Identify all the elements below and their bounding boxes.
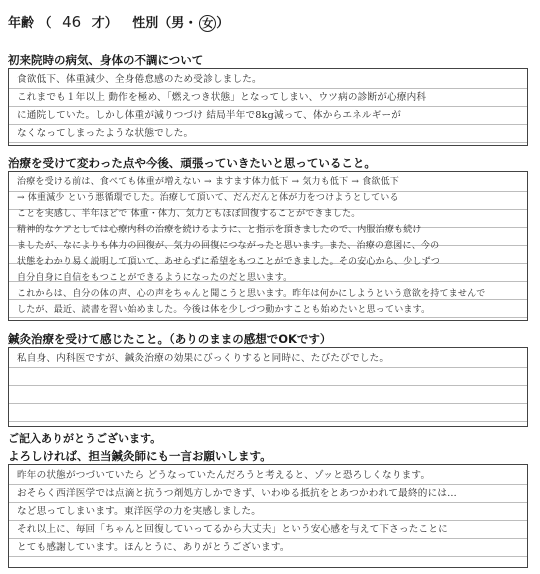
section2-line: 精神的なケアとしては心療内科の治療を続けるように、と指示を頂きましたので、内服治療も続け (17, 225, 422, 235)
section2-line: 自分自身に自信をもつことができるようになったのだと思います。 (17, 273, 293, 283)
section1-box (8, 68, 528, 146)
section4-line: とても感謝しています。ほんとうに、ありがとうございます。 (17, 542, 290, 553)
section1-line: 食欲低下、体重減少、全身倦怠感のため受診しました。 (17, 74, 262, 85)
section2-line: 治療を受ける前は、食べても体重が増えない → ますます体力低下 → 気力も低下 → 食欲低下 (17, 177, 399, 187)
section3-title: 鍼灸治療を受けて感じたこと。（ありのままの感想でOKです） (8, 332, 332, 346)
section4-line: それ以上に、毎回「ちゃんと回復していってるから大丈夫」という安心感を与えて下さったことに (17, 524, 448, 535)
section4-title: よろしければ、担当鍼灸師にも一言お願いします。 (8, 449, 272, 463)
sex-label: 性別（男・ (132, 16, 198, 31)
section2-line: ましたが、なによりも体力の回復が、気力の回復につながったと思います。また、治療の意図に、今の (17, 241, 440, 251)
section1-line: なくなってしまったような状態でした。 (17, 128, 194, 139)
section3-line: 私自身、内科医ですが、鍼灸治療の効果にびっくりすると同時に、たびたびでした。 (17, 353, 390, 364)
thanks-note: ご記入ありがとうございます。 (8, 432, 162, 445)
section3-box (8, 347, 528, 427)
age-label: 年齢 (8, 16, 35, 31)
header-line (8, 12, 229, 32)
section2-box (8, 171, 528, 321)
section4-text (9, 465, 527, 557)
section1-line: これまでも１年以上 動作を極め、「燃えつき状態」となってしまい、ウツ病の診断が心療内科 (17, 92, 427, 103)
section4-line: おそらく西洋医学では点滴と抗うつ剤処方しかできず、いわゆる抵抗をとあつかわれて最終的には… (17, 488, 457, 499)
section1-title: 初来院時の病気、身体の不調について (8, 53, 204, 67)
section3-text (9, 348, 527, 368)
age-close: 才） (91, 16, 118, 31)
section4-box (8, 464, 528, 568)
section2-title: 治療を受けて変わった点や今後、頑張っていきたいと思っていること。 (8, 156, 376, 170)
section2-line: これからは、自分の体の声、心の声をちゃんと聞こうと思います。昨年は何かにしようという意欲を持てませんで (17, 289, 486, 299)
age-value: 46 (62, 13, 82, 31)
section4-line: 昨年の状態がつづいていたら どうなっていたんだろうと考えると、ゾッと恐ろしくなります。 (17, 470, 431, 481)
section1-text (9, 69, 527, 143)
section2-line: 状態をわかり易く説明して頂いて、あせらずに希望をもつことができました。その安心から、少しずつ (17, 257, 441, 267)
section4-line: など思ってしまいます。東洋医学の力を実感しました。 (17, 506, 262, 517)
section2-line: ことを実感し、半年ほどで 体重・体力、気力ともほぼ回復することができました。 (17, 209, 361, 219)
section2-text (9, 172, 527, 318)
section1-line: に通院していた。しかし体重が減りつづけ 結局半年で8kg減って、体からエネルギーが (17, 110, 402, 121)
age-open: （ (38, 16, 52, 31)
section2-line: したが、最近、読書を習い始めました。今後は体を少しづつ動かすことも始めたいと思っています。 (17, 305, 431, 315)
section2-line: → 体重減少 という悪循環でした。治療して頂いて、だんだんと体が力をつけようとしている (17, 193, 399, 203)
sex-selected: 女 (199, 15, 216, 32)
sex-close: ） (216, 16, 230, 31)
